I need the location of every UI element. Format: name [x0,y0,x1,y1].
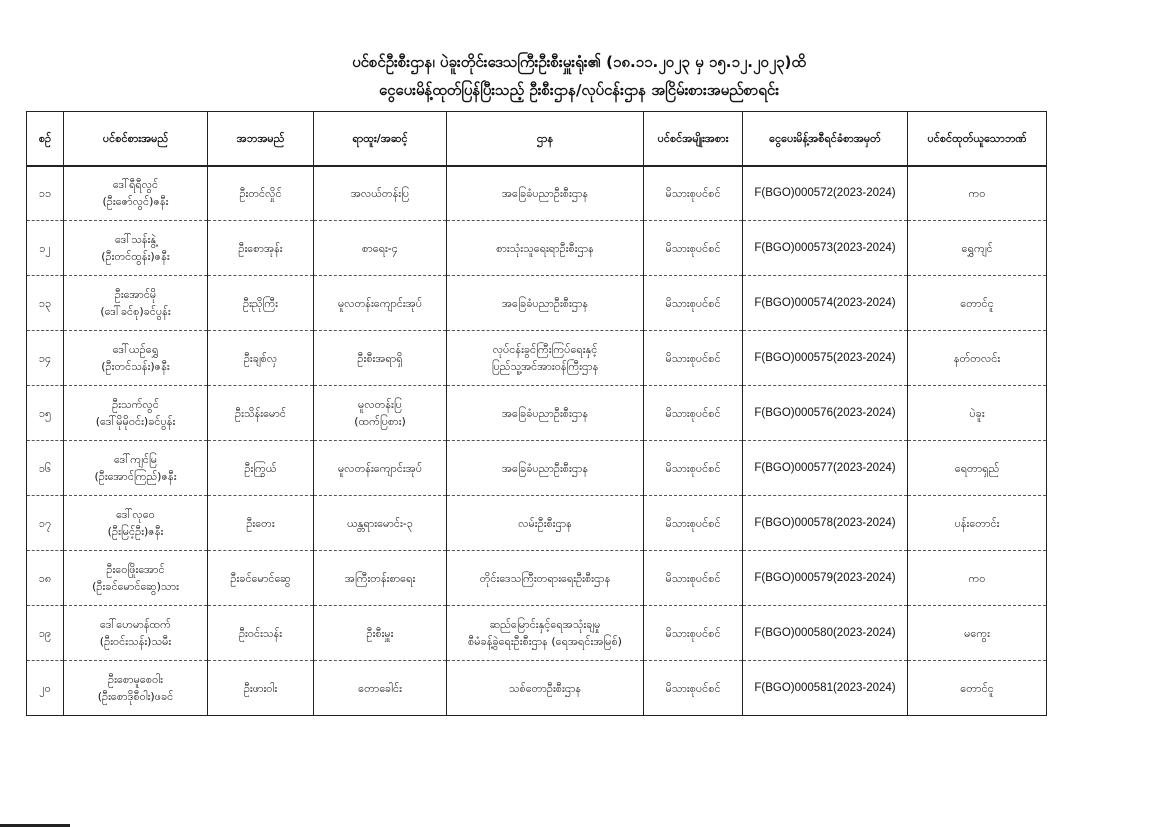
rank-line-1: အလယ်တန်းပြ [350,186,410,200]
order-number: F(BGO)000578(2023-2024) [754,517,896,529]
cell-pension-type [644,166,743,221]
cell-no [27,661,64,716]
row-no: ၁၆ [38,461,52,475]
header-no: စဉ် [27,112,64,166]
township-name: ပဲခူး [969,406,985,420]
cell-pension-type [644,441,743,496]
cell-pension-type [644,496,743,551]
cell-department [447,386,644,441]
pension-type: မိသားစုပင်စင် [665,186,721,200]
cell-no [27,551,64,606]
cell-township [908,441,1047,496]
cell-pensioner [64,276,208,331]
father-name: ဦးစောအုန်း [238,241,283,255]
cell-rank [314,661,447,716]
document-title-line-1: ပင်စင်ဦးစီးဌာန၊ ပဲခူးတိုင်းဒေသကြီးဦးစီးမှူးရုံး၏ (၁၈.၁၁.၂၀၂၃ မှ ၁၅.၁၂.၂၀၂၃)ထိ [352,53,806,71]
pensioner-name: ဦးစောမူစေဝါး [108,673,163,686]
cell-rank [314,166,447,221]
cell-order-no [743,661,908,716]
table-row [27,386,1047,441]
pensioner-relation: (ဒေါ်မိုမိုဝင်း)ခင်ပွန်း [95,415,176,428]
row-no: ၁၅ [38,406,52,420]
department-line-1: ဆည်မြောင်းနှင့်ရေအသုံးချမှု [489,618,601,631]
pension-type: မိသားစုပင်စင် [665,461,721,475]
table-row [27,221,1047,276]
department-line-2: စီမံခန့်ခွဲရေးဦးစီးဌာန (ရေအရင်းအမြစ်) [468,635,622,648]
cell-order-no [743,551,908,606]
cell-department [447,331,644,386]
cell-pensioner [64,661,208,716]
order-number: F(BGO)000581(2023-2024) [754,682,896,694]
cell-department [447,661,644,716]
township-name: မကွေး [964,626,990,640]
table-row [27,276,1047,331]
father-name: ဦးဖားဝါး [243,681,278,695]
header-pensioner: ပင်စင်စားအမည် [64,112,208,166]
cell-township [908,276,1047,331]
header-township: ပင်စင်ထုတ်ယူသောဘဏ် [908,112,1047,166]
cell-order-no [743,221,908,276]
cell-township [908,386,1047,441]
father-name: ဦးကြွယ် [244,461,277,475]
cell-no [27,606,64,661]
cell-pension-type [644,661,743,716]
pensioner-relation: (ဦးအောင်ကြည်)ဇနီး [94,470,177,483]
rank-line-1: ဦးစီးအရာရှိ [357,351,403,365]
cell-rank [314,331,447,386]
township-name: တောင်ငူ [960,296,994,310]
cell-pensioner [64,386,208,441]
pension-type: မိသားစုပင်စင် [665,571,721,585]
pensioner-relation: (ဒေါ်ခင်စု)ခင်ပွန်း [100,305,171,318]
father-name: ဦးချစ်လှ [243,351,278,365]
cell-father [208,331,314,386]
pension-type: မိသားစုပင်စင် [665,681,721,695]
cell-pensioner [64,221,208,276]
cell-rank [314,221,447,276]
rank-line-2: (ထက်ပြစား) [354,415,406,428]
cell-township [908,331,1047,386]
table-row [27,166,1047,221]
father-name: ဦးသိန်းမောင် [235,406,286,420]
row-no: ၁၉ [38,626,52,640]
pensioner-name: ဦးဝေဖြိုးအောင် [106,563,165,576]
cell-township [908,166,1047,221]
cell-department [447,606,644,661]
cell-rank [314,276,447,331]
document-title-line-2: ငွေပေးမိန့်ထုတ်ပြန်ပြီးသည့် ဦးစီးဌာန/လုပ်ငန်းဌာန အငြိမ်းစားအမည်စာရင်း [378,81,780,99]
cell-no [27,166,64,221]
cell-department [447,276,644,331]
order-number: F(BGO)000573(2023-2024) [754,242,896,254]
department-line-1: စားသုံးသူရေးရာဦးစီးဌာန [496,241,594,255]
cell-rank [314,386,447,441]
department-line-1: အခြေခံပညာဦးစီးဌာန [501,296,589,310]
rank-line-1: မူလတန်းကျောင်းအုပ် [337,461,423,475]
father-name: ဦးညိုကြီး [243,296,278,310]
pensioner-name: ဦးအောင်မို [114,288,157,301]
order-number: F(BGO)000575(2023-2024) [754,352,896,364]
cell-father [208,386,314,441]
cell-father [208,551,314,606]
cell-department [447,441,644,496]
rank-line-1: ဦးစီးမှူး [366,626,394,640]
cell-no [27,496,64,551]
cell-rank [314,551,447,606]
pensioner-relation: (ဦးဝင်းသန်း)သမီး [99,635,172,648]
order-number: F(BGO)000574(2023-2024) [754,297,896,309]
cell-pensioner [64,441,208,496]
cell-pensioner [64,496,208,551]
cell-father [208,276,314,331]
table-body [27,166,1047,716]
cell-pension-type [644,386,743,441]
row-no: ၁၄ [38,351,52,365]
father-name: ဦးတေး [246,516,275,530]
pensioner-relation: (ဦးခင်မောင်ဆွေ)သား [92,580,179,593]
pensioner-name: ဒေါ်ယဉ်ရွှေ [112,343,159,356]
cell-father [208,661,314,716]
cell-order-no [743,606,908,661]
pensioner-name: ဒေါ်ရီရီလွင် [112,178,159,192]
table-row [27,496,1047,551]
table-header-row [27,112,1047,166]
table-row [27,331,1047,386]
cell-father [208,496,314,551]
cell-pensioner [64,331,208,386]
department-line-1: တိုင်းဒေသကြီးတရားရေးဦးစီးဌာန [479,571,611,585]
cell-order-no [743,276,908,331]
cell-father [208,221,314,276]
row-no: ၁၂ [39,241,51,255]
pension-type: မိသားစုပင်စင် [665,516,721,530]
township-name: ပန်းတောင်း [954,516,1000,530]
order-number: F(BGO)000572(2023-2024) [754,187,896,200]
cell-order-no [743,496,908,551]
rank-line-1: ယန္တရားမောင်း-၃ [347,516,413,530]
rank-line-1: စာရေး-၄ [362,241,398,255]
order-number: F(BGO)000579(2023-2024) [754,572,896,584]
cell-father [208,166,314,221]
pension-type: မိသားစုပင်စင် [665,406,721,420]
pension-type: မိသားစုပင်စင် [665,351,721,365]
pensioner-relation: (ဦးတင်ထွန်း)ဇနီး [101,250,170,263]
township-name: ရွှေကျင် [961,241,993,255]
department-line-1: သစ်တောဦးစီးဌာန [508,681,582,695]
rank-line-1: အကြီးတန်းစာရေး [344,571,416,585]
table-row [27,441,1047,496]
township-name: ကဝ [968,571,986,585]
pension-type: မိသားစုပင်စင် [665,241,721,255]
pensioner-name: ဒေါ်ကျင်မြ [114,453,157,466]
pensioner-name: ဦးသက်လွင် [112,398,159,411]
pension-type: မိသားစုပင်စင် [665,296,721,310]
cell-township [908,496,1047,551]
order-number: F(BGO)000580(2023-2024) [754,627,896,639]
rank-line-1: မူလတန်းကျောင်းအုပ် [337,296,423,310]
pensioner-relation: (ဦးစောဒိုစီဝါး)ဖခင် [97,690,174,703]
cell-rank [314,606,447,661]
township-name: ရေတာရှည် [954,461,1000,475]
cell-rank [314,441,447,496]
cell-no [27,386,64,441]
father-name: ဦးခင်မောင်ဆွေ [230,571,291,585]
father-name: ဦးတင်လှိုင် [239,186,282,200]
table-row [27,551,1047,606]
cell-order-no [743,441,908,496]
department-line-2: ပြည်သူ့အင်အားဝန်ကြီးဌာန [491,360,599,373]
cell-no [27,441,64,496]
document-header [0,48,1158,104]
cell-no [27,276,64,331]
cell-township [908,606,1047,661]
rank-line-1: မူလတန်းပြ [358,398,402,411]
rank-line-1: တောခေါင်း [358,681,402,695]
cell-pension-type [644,606,743,661]
cell-pension-type [644,331,743,386]
row-no: ၁၁ [38,186,52,200]
department-line-1: လုပ်ငန်းခွင်ကြီးကြပ်ရေးနှင့် [492,343,598,356]
cell-pension-type [644,276,743,331]
cell-father [208,441,314,496]
township-name: ကဝ [968,186,986,200]
cell-pension-type [644,551,743,606]
row-no: ၁၈ [38,571,52,585]
cell-order-no [743,331,908,386]
township-name: တောင်ငူ [960,681,994,695]
department-line-1: အခြေခံပညာဦးစီးဌာန [501,406,589,420]
cell-township [908,551,1047,606]
header-order-no: ငွေပေးမိန့်အစီရင်ခံစာအမှတ် [743,112,908,166]
header-pension-type: ပင်စင်အမျိုးအစား [644,112,743,166]
cell-department [447,551,644,606]
pensioner-name: ဒေါ်သန်းနွဲ့ [114,233,157,246]
order-number: F(BGO)000577(2023-2024) [754,462,896,474]
cell-department [447,496,644,551]
row-no: ၁၇ [38,516,52,530]
header-rank: ရာထူး/အဆင့် [314,112,447,166]
header-department: ဌာန [447,112,644,166]
pensioner-name: ဒေါ်ဟေမာန်ထက် [100,618,171,631]
cell-pensioner [64,166,208,221]
cell-township [908,221,1047,276]
table-row [27,606,1047,661]
cell-pensioner [64,551,208,606]
cell-department [447,221,644,276]
township-name: နတ်တလင်း [953,351,1001,365]
cell-pensioner [64,606,208,661]
pensioner-name: ဒေါ်လုဝေ [116,508,155,521]
cell-no [27,221,64,276]
pensioner-relation: (ဦးမြင့်ဦး)ဇနီး [107,525,164,538]
cell-no [27,331,64,386]
department-line-1: လမ်းဦးစီးဌာန [518,516,572,530]
department-line-1: အခြေခံပညာဦးစီးဌာန [501,461,589,475]
cell-father [208,606,314,661]
pensioner-relation: (ဦးတင်သန်း)ဇနီး [101,360,170,373]
cell-rank [314,496,447,551]
cell-order-no [743,386,908,441]
father-name: ဦးဝင်းသန်း [238,626,283,640]
pension-type: မိသားစုပင်စင် [665,626,721,640]
pensioner-relation: (ဦးဇော်လွင်)ဇနီး [102,195,169,209]
cell-pension-type [644,221,743,276]
department-line-1: အခြေခံပညာဦးစီးဌာန [501,186,589,200]
row-no: ၂၀ [39,681,51,695]
cell-order-no [743,166,908,221]
pensioner-table [26,111,1047,716]
cell-department [447,166,644,221]
order-number: F(BGO)000576(2023-2024) [754,407,896,419]
header-father: အဘအမည် [208,112,314,166]
table-row [27,661,1047,716]
row-no: ၁၃ [38,296,52,310]
cell-township [908,661,1047,716]
